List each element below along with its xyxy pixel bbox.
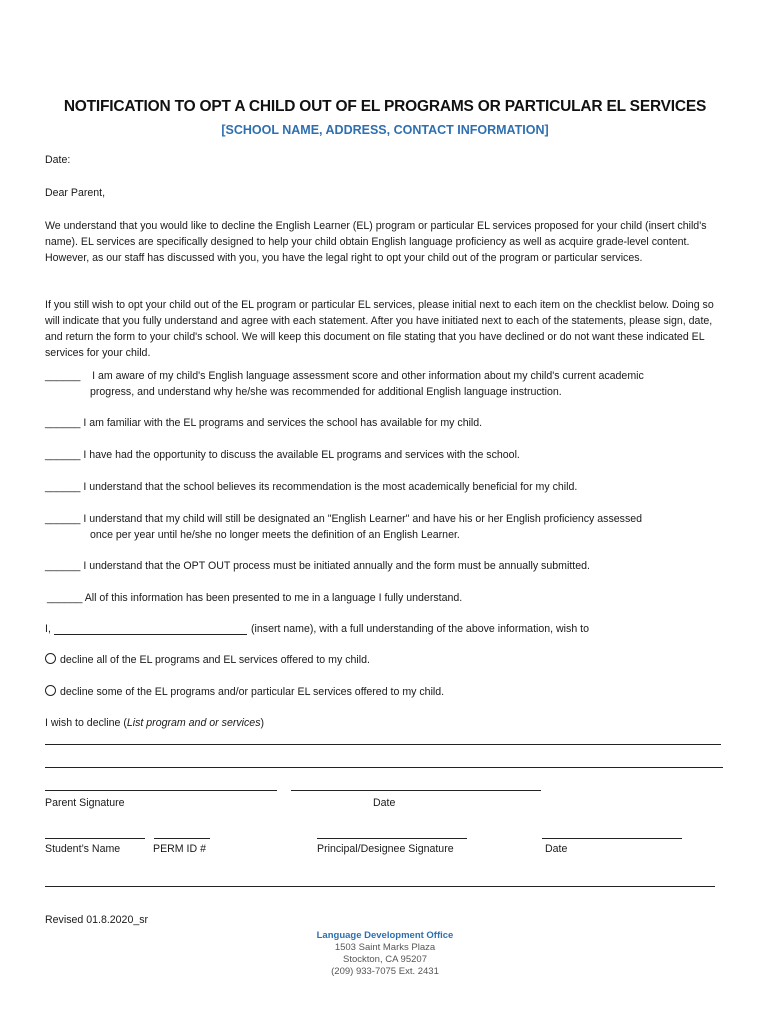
date-label-2: Date: [545, 843, 568, 855]
checklist-text: I understand that the school believes its recommendation is the most academically beneficial for my child.: [83, 481, 578, 493]
checklist-text: All of this information has been presented to me in a language I fully understand.: [84, 592, 463, 604]
date-line-2[interactable]: [542, 838, 682, 839]
decline-line-1[interactable]: [45, 744, 721, 745]
decline-hint: List program and or services: [126, 717, 261, 729]
parent-signature-label: Parent Signature: [45, 797, 125, 809]
checklist-item: [45, 447, 725, 463]
checklist-item: [45, 558, 725, 574]
date-label: Date:: [45, 154, 71, 166]
option-decline-some[interactable]: [45, 684, 444, 700]
checklist-item: [45, 415, 725, 431]
initial-blank[interactable]: ______: [45, 417, 81, 429]
initial-blank[interactable]: ______: [45, 481, 81, 493]
student-name-line[interactable]: [45, 838, 145, 839]
checklist-text-continued: progress, and understand why he/she was recommended for additional English language instruction.: [90, 386, 562, 398]
student-name-label: Student’s Name: [45, 843, 121, 855]
checklist-text: I am familiar with the EL programs and services the school has available for my child.: [83, 417, 483, 429]
decline-line-2[interactable]: [45, 767, 723, 768]
option-label: decline some of the EL programs and/or particular EL services offered to my child.: [60, 686, 445, 698]
instructions-paragraph: If you still wish to opt your child out of the EL program or particular EL services, please initial next to each item on the checklist below. Doing so will indicate that you fully understand and agree with each statement. After you have initiated next to each of the statements, please sign, date, and return the form to your child's school. We will keep this document on file stating that you have declined or do not want these indicated EL services for your child.: [45, 299, 714, 359]
intro-paragraph: We understand that you would like to decline the English Learner (EL) program or particular EL services proposed for your child (insert child's name). EL services are specifically designed to help your child obtain English language proficiency as well as acquire grade-level content. However, as our staff has discussed with you, you have the legal right to opt your child out of the program or particular services.: [45, 220, 707, 264]
checklist-text: I have had the opportunity to discuss the available EL programs and services with the school.: [83, 449, 520, 461]
principal-signature-label: Principal/Designee Signature: [317, 843, 454, 855]
date-label-1: Date: [373, 797, 396, 809]
perm-id-line[interactable]: [154, 838, 210, 839]
initial-blank[interactable]: ______: [45, 560, 81, 572]
date-line-1[interactable]: [291, 790, 541, 791]
initial-blank[interactable]: ______: [45, 370, 81, 382]
checklist-text: I understand that my child will still be designated an "English Learner" and have his or her English proficiency assessed: [83, 513, 643, 525]
salutation: Dear Parent,: [45, 187, 106, 199]
checklist-item: [45, 511, 725, 543]
separator-line: [45, 886, 715, 887]
checklist-item: [45, 479, 725, 495]
option-decline-all[interactable]: [45, 652, 370, 668]
footer-city: Stockton, CA 95207: [343, 954, 427, 965]
footer-phone: (209) 933-7075 Ext. 2431: [331, 966, 439, 977]
initial-blank[interactable]: ______: [45, 449, 81, 461]
initial-blank[interactable]: ______: [47, 592, 83, 604]
school-info-placeholder: [SCHOOL NAME, ADDRESS, CONTACT INFORMATION]: [221, 123, 549, 137]
page-title: NOTIFICATION TO OPT A CHILD OUT OF EL PROGRAMS OR PARTICULAR EL SERVICES: [63, 98, 707, 115]
checklist-text-continued: once per year until he/she no longer meets the definition of an English Learner.: [90, 529, 460, 541]
perm-id-label: PERM ID #: [153, 843, 206, 855]
checklist-text: I am aware of my child's English language assessment score and other information about my child's current academic: [92, 370, 644, 382]
principal-signature-line[interactable]: [317, 838, 467, 839]
radio-icon[interactable]: [45, 685, 56, 696]
footer-address: 1503 Saint Marks Plaza: [334, 942, 436, 953]
checklist-item: [45, 368, 725, 400]
checklist-text: I understand that the OPT OUT process must be initiated annually and the form must be annually submitted.: [83, 560, 590, 572]
name-statement: [45, 621, 51, 637]
revision-note: Revised 01.8.2020_sr: [45, 914, 149, 926]
decline-prefix: I wish to decline (: [45, 717, 127, 729]
footer-org: Language Development Office: [316, 930, 454, 941]
decline-suffix: ): [260, 717, 265, 729]
parent-signature-line[interactable]: [45, 790, 277, 791]
name-suffix: (insert name), with a full understanding of the above information, wish to: [251, 623, 590, 635]
checklist-item: [47, 590, 727, 606]
parent-name-field[interactable]: [54, 634, 247, 635]
radio-icon[interactable]: [45, 653, 56, 664]
initial-blank[interactable]: ______: [45, 513, 81, 525]
name-prefix: I,: [45, 623, 51, 635]
decline-list-label: [45, 715, 264, 731]
footer: [0, 930, 770, 978]
option-label: decline all of the EL programs and EL services offered to my child.: [60, 654, 370, 666]
